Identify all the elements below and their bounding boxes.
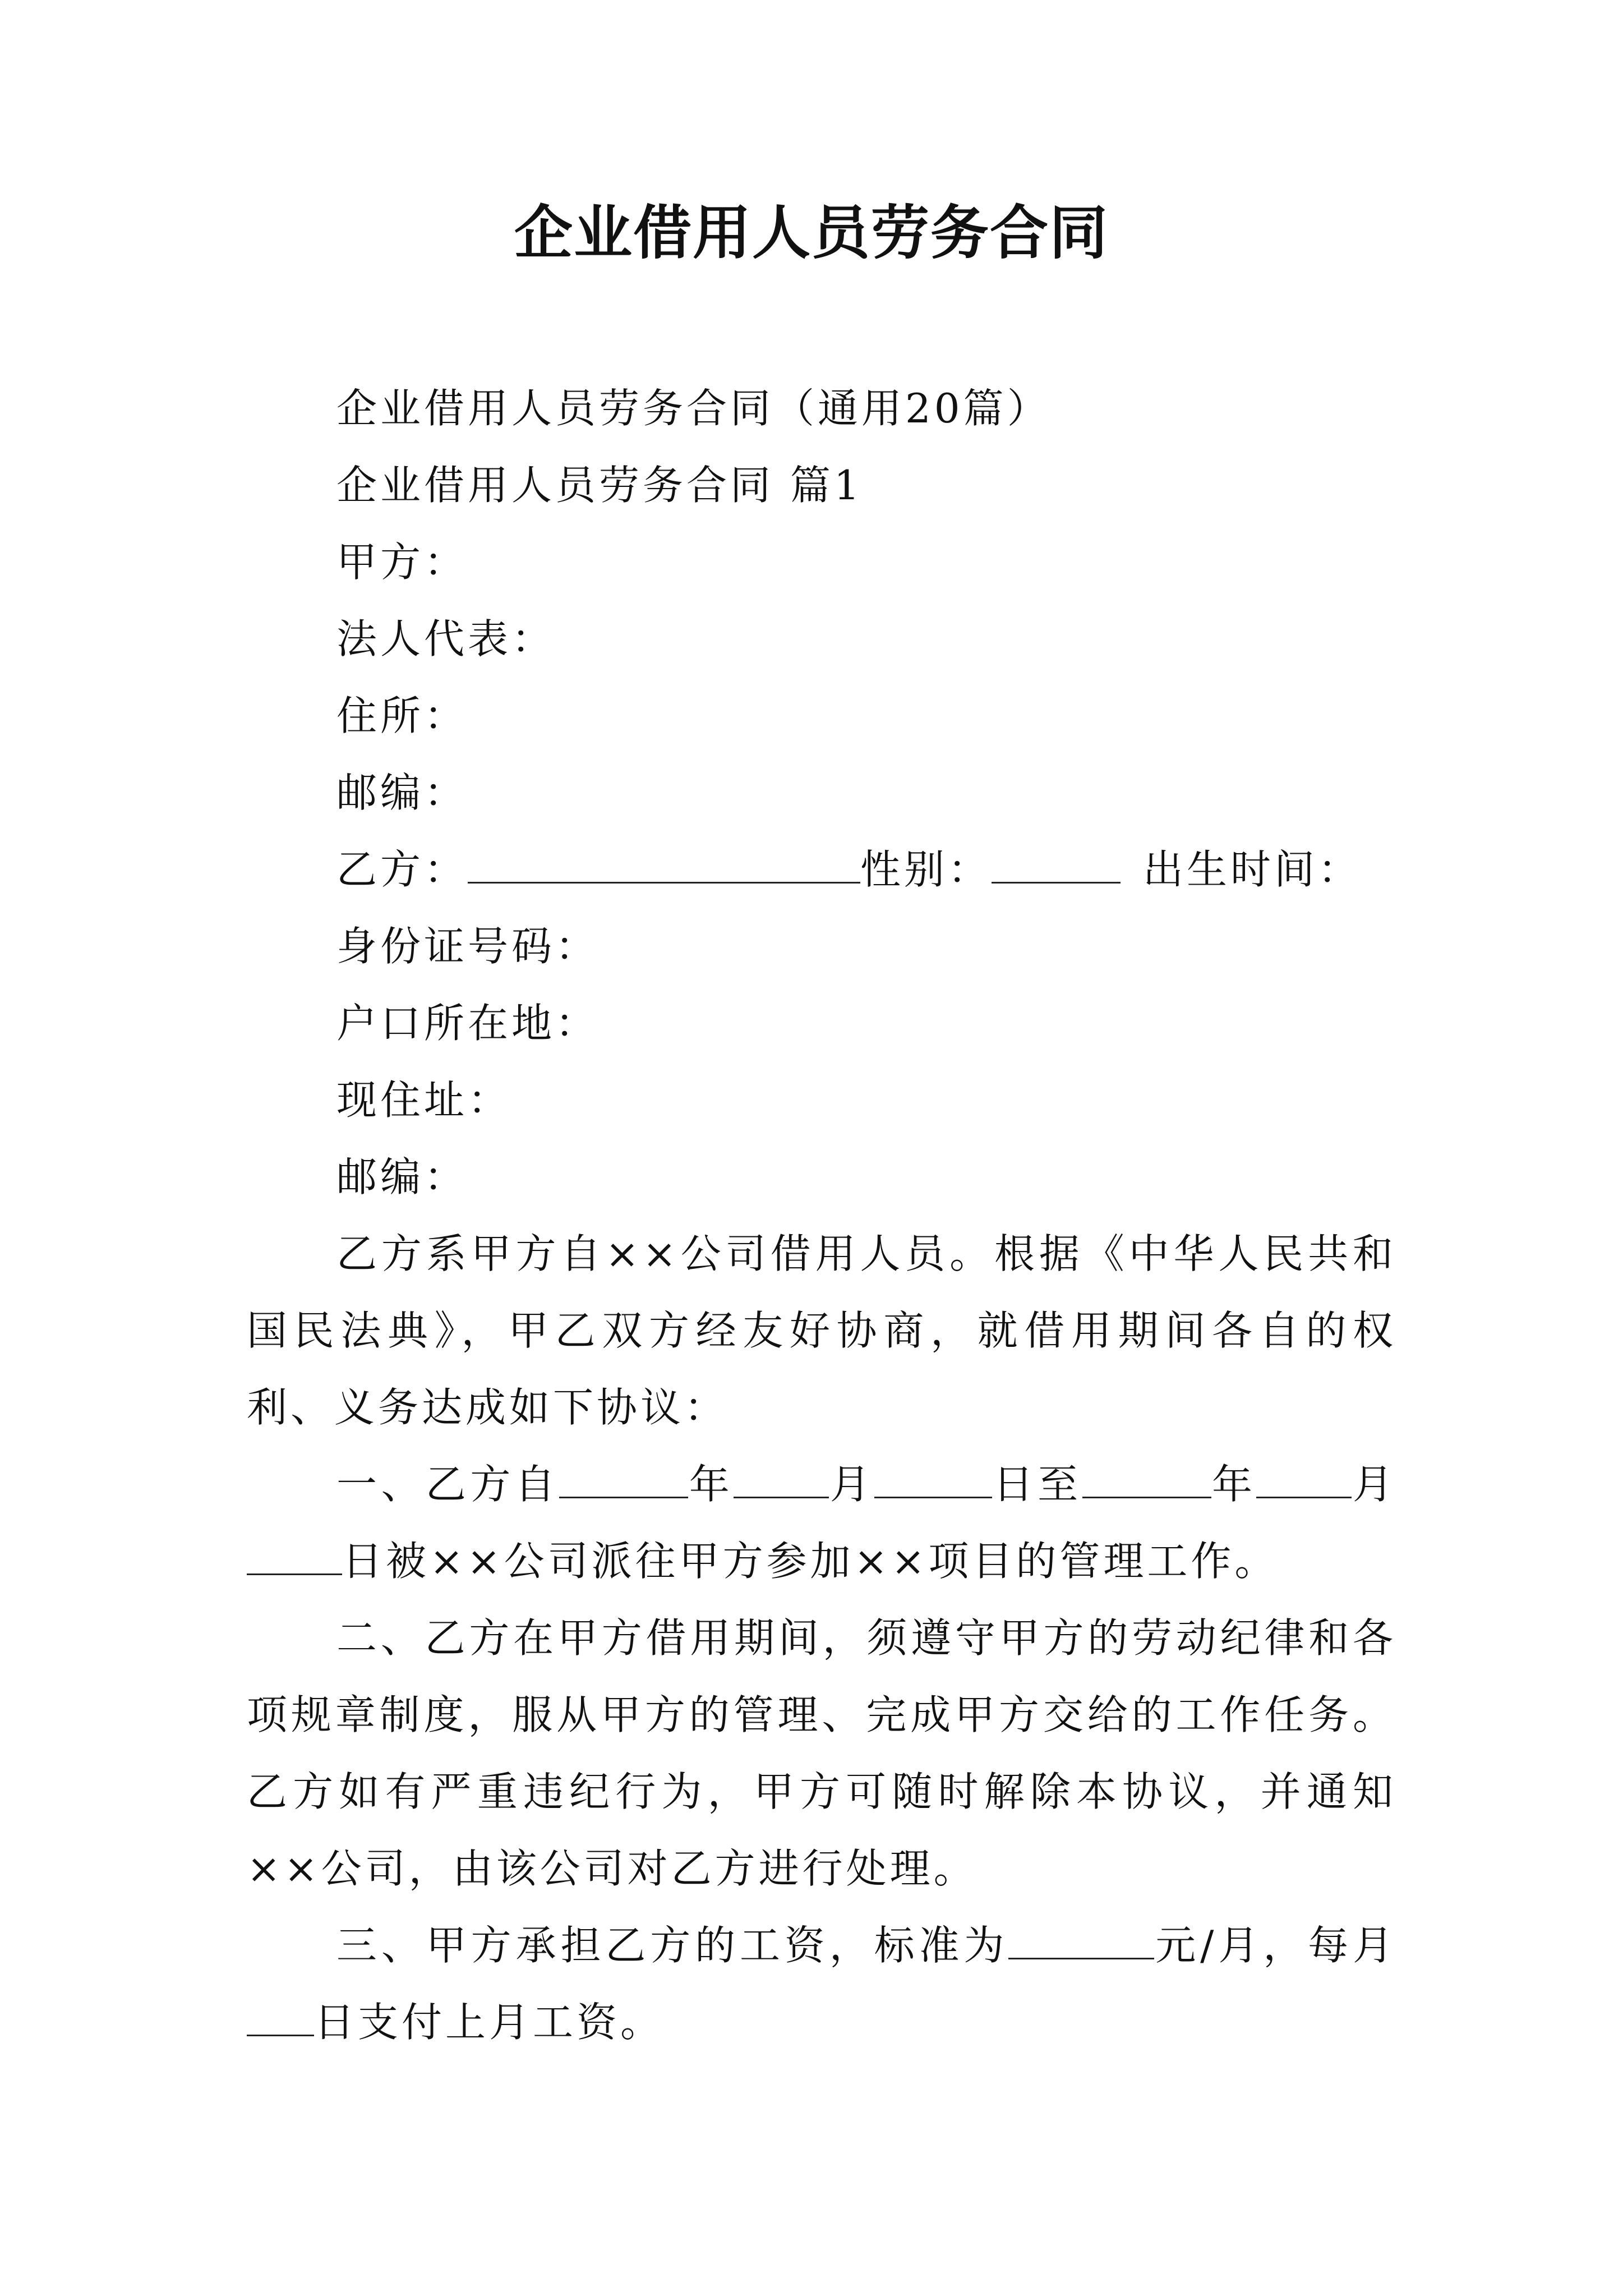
document-subtitle: 企业借用人员劳务合同（通用20篇） — [336, 385, 1051, 432]
party-a-label: 甲方： — [336, 539, 468, 586]
pay-day-blank — [247, 2000, 314, 2036]
clause-1-rest: 日被××公司派往甲方参加××项目的管理工作。 — [342, 1538, 1279, 1585]
section-heading: 企业借用人员劳务合同 篇1 — [336, 462, 863, 509]
birth-label: 出生时间： — [1143, 846, 1362, 893]
start-day-blank — [874, 1462, 992, 1498]
clause-3-start: 三、甲方承担乙方的工资，标准为 — [336, 1922, 1009, 1969]
legal-rep-label: 法人代表： — [336, 615, 556, 662]
year-label: 年 — [1211, 1461, 1257, 1508]
clause-3 — [247, 1907, 1396, 2061]
gender-blank — [992, 847, 1121, 884]
party-b-line — [247, 831, 1396, 908]
address-label: 住所： — [336, 692, 468, 739]
end-month-blank — [1256, 1462, 1352, 1498]
clause-3-rest: 日支付上月工资。 — [314, 1999, 665, 2046]
month-label: 月 — [829, 1461, 875, 1508]
clause-1 — [247, 1446, 1396, 1600]
day-to-label: 日至 — [992, 1461, 1082, 1508]
party-b-label: 乙方： — [336, 846, 468, 893]
month-label: 月 — [1352, 1461, 1396, 1508]
clause-2: 二、乙方在甲方借用期间，须遵守甲方的劳动纪律和各项规章制度，服从甲方的管理、完成甲方交给的工作任务。乙方如有严重违纪行为，甲方可随时解除本协议，并通知××公司，由该公司对乙方进行处理。 — [247, 1614, 1396, 1892]
start-year-blank — [559, 1462, 688, 1498]
end-year-blank — [1082, 1462, 1211, 1498]
hukou-label: 户口所在地： — [336, 1000, 600, 1047]
clause-1-start: 一、乙方自 — [336, 1461, 560, 1508]
gender-label: 性别： — [860, 846, 992, 893]
document-body — [247, 370, 1396, 2061]
document-title: 企业借用人员劳务合同 — [514, 198, 1109, 267]
party-b-postcode-label: 邮编： — [336, 1153, 468, 1200]
preamble-paragraph: 乙方系甲方自××公司借用人员。根据《中华人民共和国民法典》，甲乙双方经友好协商，就借用期间各自的权利、义务达成如下协议： — [247, 1230, 1396, 1431]
salary-unit: 元/月，每月 — [1154, 1922, 1396, 1969]
current-address-label: 现住址： — [336, 1076, 512, 1124]
party-a-postcode-label: 邮编： — [336, 769, 468, 816]
party-b-name-blank — [468, 847, 860, 884]
year-label: 年 — [688, 1461, 734, 1508]
salary-blank — [1008, 1923, 1154, 1959]
id-number-label: 身份证号码： — [336, 923, 600, 970]
end-day-blank — [247, 1539, 342, 1575]
start-month-blank — [734, 1462, 829, 1498]
